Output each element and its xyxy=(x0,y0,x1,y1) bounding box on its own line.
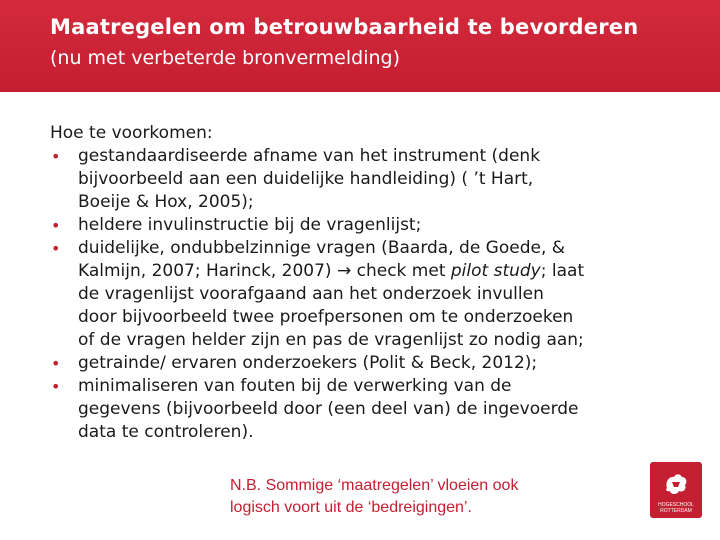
bullet-line: getrainde/ ervaren onderzoekers (Polit & Beck, 2012); xyxy=(78,353,538,373)
bullet-item xyxy=(50,145,650,214)
bullet-line: bijvoorbeeld aan een duidelijke handleiding) ( ’t Hart, xyxy=(78,169,534,189)
bullet-item xyxy=(50,375,650,444)
bullet-line: of de vragen helder zijn en pas de vragenlijst zo nodig aan; xyxy=(78,330,584,350)
bullet-list xyxy=(50,145,650,444)
slide-body xyxy=(50,122,650,444)
bullet-item xyxy=(50,237,650,352)
bullet-line: door bijvoorbeeld twee proefpersonen om te onderzoeken xyxy=(78,307,574,327)
bullet-line: de vragenlijst voorafgaand aan het onderzoek invullen xyxy=(78,284,544,304)
bullet-line: heldere invulinstructie bij de vragenlijst; xyxy=(78,215,422,235)
title-banner xyxy=(0,0,720,92)
bullet-line: gestandaardiseerde afname van het instrument (denk xyxy=(78,146,541,166)
bullet-icon: • xyxy=(51,354,61,373)
bullet-line: gegevens (bijvoorbeeld door (een deel van) de ingevoerde xyxy=(78,399,579,419)
bullet-line: Kalmijn, 2007; Harinck, 2007) xyxy=(78,261,337,281)
intro-text: Hoe te voorkomen: xyxy=(50,123,213,143)
slide-subtitle: (nu met verbeterde bronvermelding) xyxy=(50,47,400,69)
bullet-line: ; laat xyxy=(540,261,585,281)
footnote-line: logisch voort uit de ‘bedreigingen’. xyxy=(230,499,472,516)
bullet-icon: • xyxy=(51,216,61,235)
bullet-icon: • xyxy=(51,147,61,166)
bullet-line: data te controleren). xyxy=(78,422,254,442)
footnote xyxy=(230,475,518,519)
bullet-line: check met xyxy=(351,261,451,281)
bullet-line: duidelijke, ondubbelzinnige vragen (Baarda, de Goede, & xyxy=(78,238,566,258)
logo-text: HOGESCHOOL xyxy=(658,502,694,508)
logo-emblem-icon xyxy=(661,470,691,500)
pilot-study-term: pilot study xyxy=(450,261,541,281)
bullet-icon: • xyxy=(51,377,61,396)
slide-title: Maatregelen om betrouwbaarheid te bevorderen xyxy=(50,15,639,39)
bullet-item xyxy=(50,214,650,237)
bullet-line: minimaliseren van fouten bij de verwerking van de xyxy=(78,376,512,396)
footnote-line: N.B. Sommige ‘maatregelen’ vloeien ook xyxy=(230,477,519,494)
bullet-item xyxy=(50,352,650,375)
arrow-right-icon: → xyxy=(336,261,352,281)
logo-text: ROTTERDAM xyxy=(660,508,692,514)
hogeschool-rotterdam-logo xyxy=(650,462,702,518)
bullet-line: Boeije & Hox, 2005); xyxy=(78,192,254,212)
bullet-icon: • xyxy=(51,239,61,258)
